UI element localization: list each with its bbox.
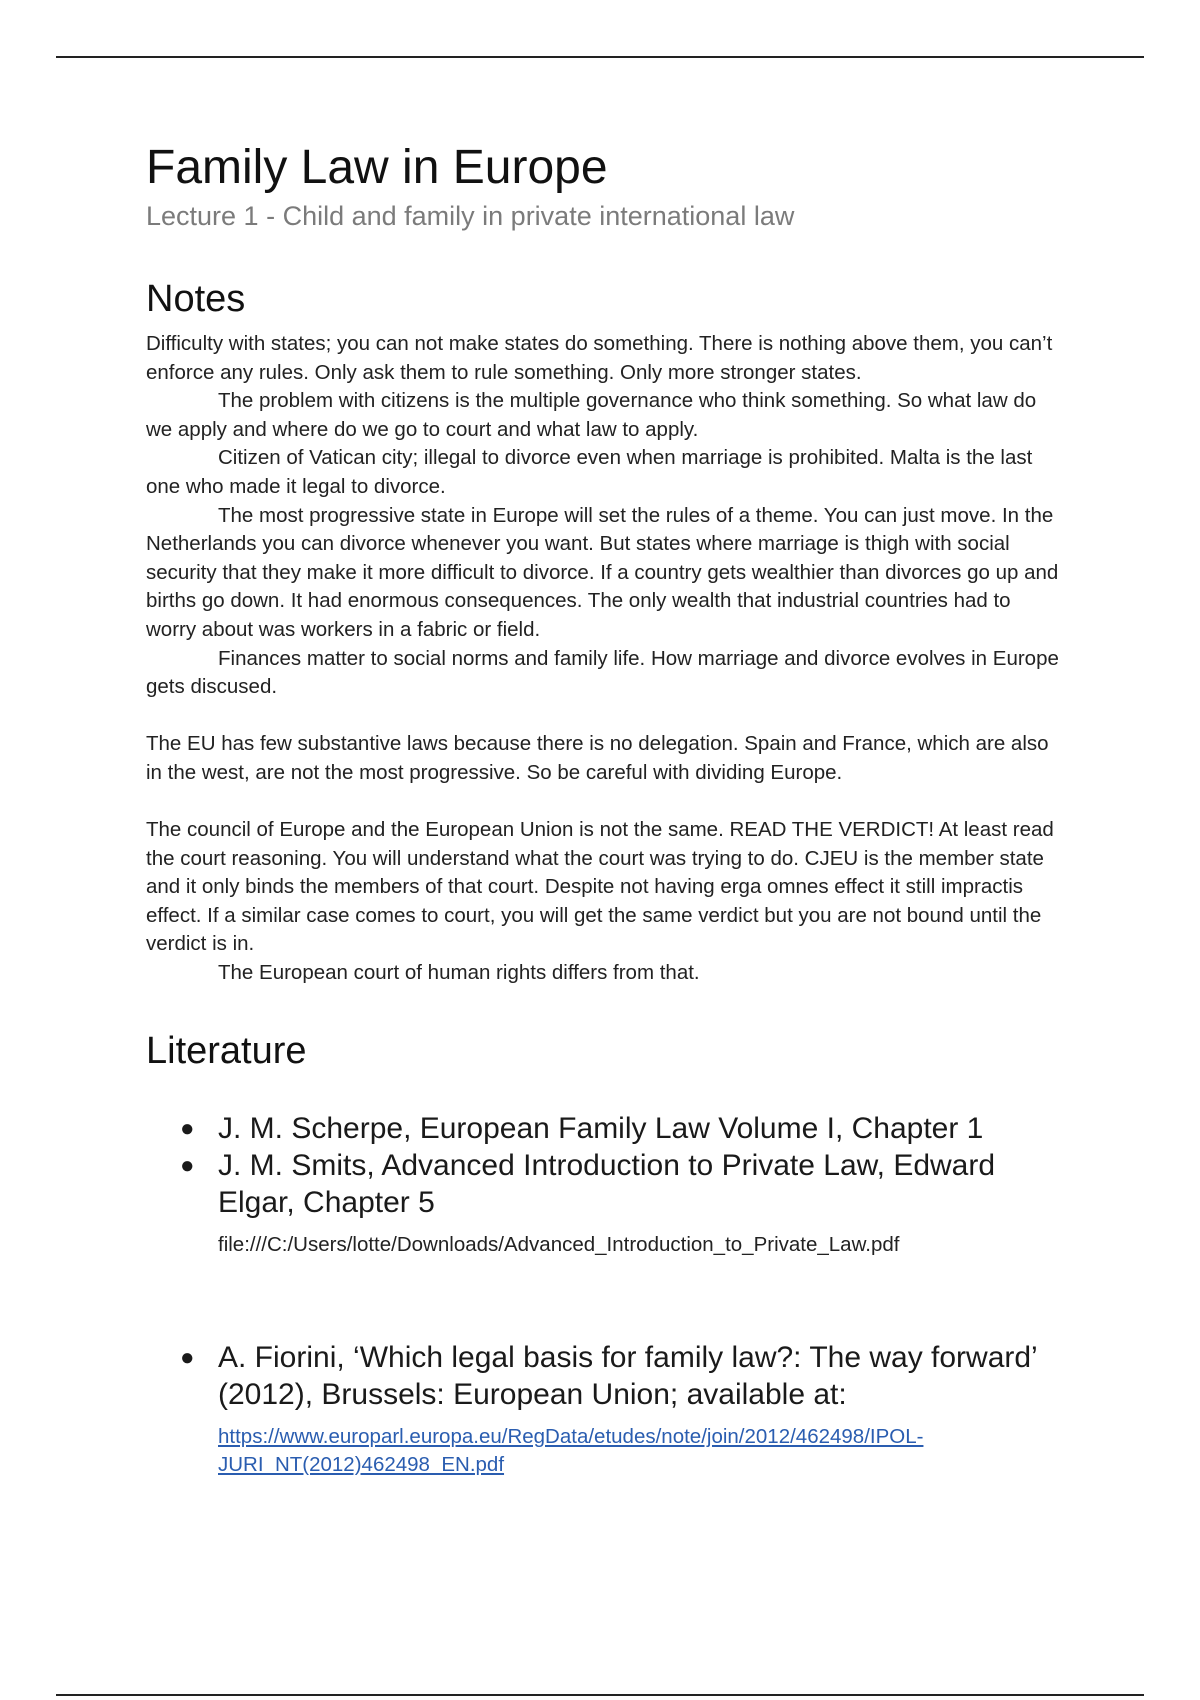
bullet-icon: ● [180,1114,195,1142]
notes-paragraph: Finances matter to social norms and family life. How marriage and divorce evolves in Europe gets discused. [146,646,1059,699]
document-subtitle: Lecture 1 - Child and family in private international law [146,201,795,231]
europarl-link[interactable]: https://www.europarl.europa.eu/RegData/etudes/note/join/2012/462498/IPOL-JURI_NT(2012)462498_EN.pdf [218,1424,924,1476]
bullet-icon: ● [180,1151,195,1179]
literature-item [146,1339,1066,1479]
notes-paragraph: The problem with citizens is the multiple governance who think something. So what law do we apply and where do we go to court and what law to apply. [146,389,1037,441]
literature-item-text: A. Fiorini, ‘Which legal basis for family law?: The way forward’ (2012), Brussels: European Union; available at: [218,1340,1037,1411]
bullet-icon: ● [180,1343,195,1371]
literature-item [146,1147,1066,1259]
literature-item [146,1110,1066,1147]
file-reference: file:///C:/Users/lotte/Downloads/Advanced_Introduction_to_Private_Law.pdf [218,1232,900,1256]
notes-section [146,330,1066,988]
notes-paragraph: The EU has few substantive laws because there is no delegation. Spain and France, which are also in the west, are not the most progressive. So be careful with dividing Europe. [146,732,1049,784]
bottom-rule [56,1694,1144,1696]
top-rule [56,56,1144,58]
notes-paragraph: The European court of human rights differs from that. [218,961,700,985]
notes-paragraph: The most progressive state in Europe will set the rules of a theme. You can just move. In the Netherlands you can divorce whenever you want. But states where marriage is thigh with social security that they make it more difficult to divorce. If a country gets wealthier than divorces go up and births go down. It had enormous consequences. The only wealth that industrial countries had to worry about was workers in a fabric or field. [146,503,1059,641]
notes-paragraph: Citizen of Vatican city; illegal to divorce even when marriage is prohibited. Malta is the last one who made it legal to divorce. [146,446,1033,498]
literature-item-text: J. M. Smits, Advanced Introduction to Private Law, Edward Elgar, Chapter 5 [218,1148,996,1219]
notes-paragraph: The council of Europe and the European Union is not the same. READ THE VERDICT! At least read the court reasoning. You will understand what the court was trying to do. CJEU is the member state and it only binds the members of that court. Despite not having erga omnes effect it still impractis effect. If a similar case comes to court, you will get the same verdict but you are not bound until the verdict is in. [146,818,1054,956]
literature-heading: Literature [146,1029,307,1072]
literature-list [146,1110,1066,1479]
document-body [146,140,1066,1479]
notes-heading: Notes [146,278,246,320]
literature-item-text: J. M. Scherpe, European Family Law Volume I, Chapter 1 [218,1111,984,1145]
notes-paragraph: Difficulty with states; you can not make states do something. There is nothing above them, you can’t enforce any rules. Only ask them to rule something. Only more stronger states. [146,332,1053,384]
document-title: Family Law in Europe [146,141,608,194]
